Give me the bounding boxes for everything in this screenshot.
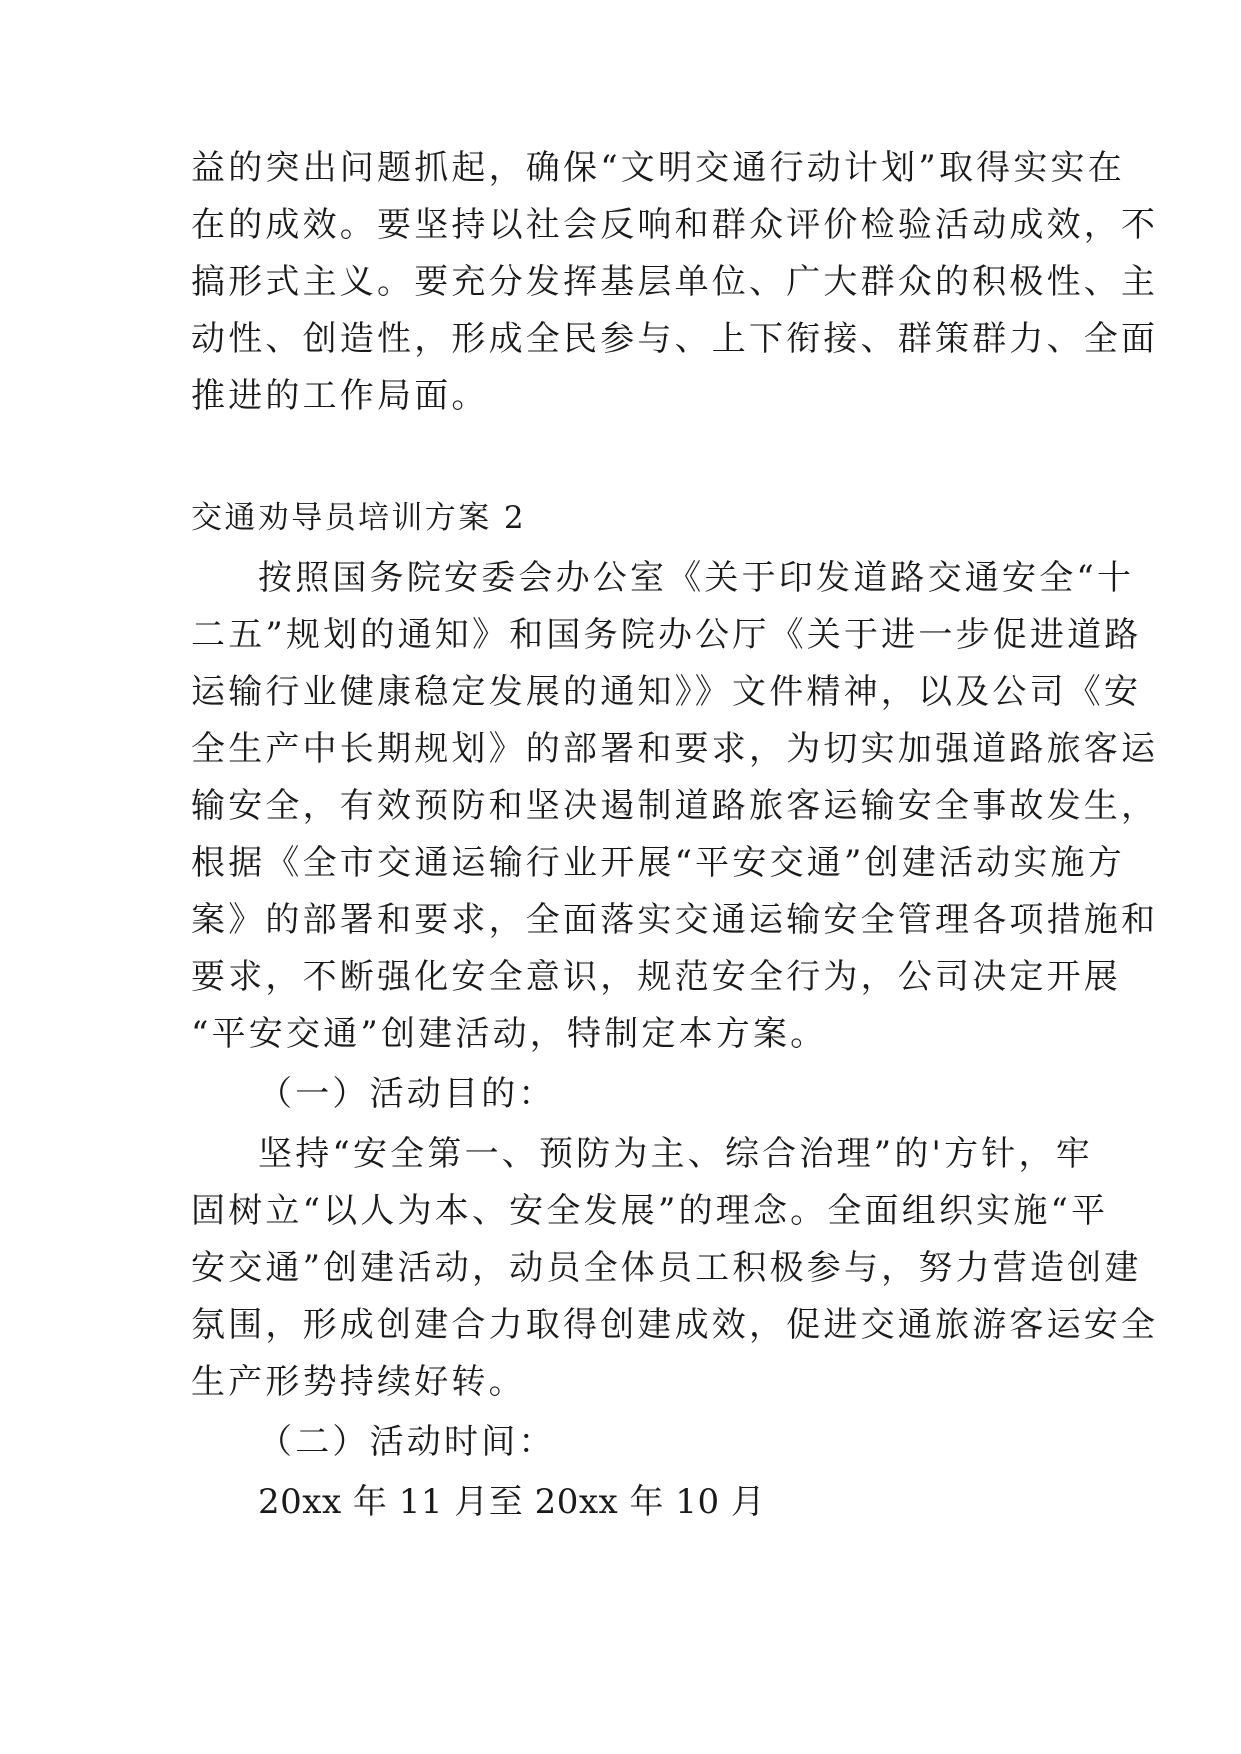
paragraph-line: 搞形式主义。要充分发挥基层单位、广大群众的积极性、主 — [191, 262, 1159, 302]
paragraph-line: 运输行业健康稳定发展的通知》》文件精神，以及公司《安 — [191, 672, 1142, 712]
section-title: 交通劝导员培训方案 2 — [191, 500, 526, 536]
paragraph-line: 案》的部署和要求，全面落实交通运输安全管理各项措施和 — [191, 900, 1159, 940]
paragraph-line: 生产形势持续好转。 — [191, 1362, 526, 1402]
paragraph-line: 安交通”创建活动，动员全体员工积极参与，努力营造创建 — [191, 1248, 1142, 1288]
paragraph-line: 益的突出问题抓起，确保“文明交通行动计划”取得实实在 — [191, 148, 1125, 188]
time-range: 20xx 年 11 月至 20xx 年 10 月 — [258, 1482, 766, 1522]
paragraph-line: 要求，不断强化安全意识，规范安全行为，公司决定开展 — [191, 957, 1121, 997]
paragraph-line: 固树立“以人为本、安全发展”的理念。全面组织实施“平 — [191, 1191, 1109, 1231]
paragraph-line: “平安交通”创建活动，特制定本方案。 — [191, 1014, 828, 1054]
paragraph-line: 推进的工作局面。 — [191, 376, 489, 416]
paragraph-line: 动性、创造性，形成全民参与、上下衔接、群策群力、全面 — [191, 319, 1159, 359]
paragraph-line: 按照国务院安委会办公室《关于印发道路交通安全“十 — [258, 558, 1135, 598]
paragraph-line: 坚持“安全第一、预防为主、综合治理”的'方针，牢 — [258, 1134, 1093, 1174]
subheading-time: （二）活动时间： — [258, 1422, 556, 1462]
paragraph-line: 根据《全市交通运输行业开展“平安交通”创建活动实施方 — [191, 843, 1125, 883]
paragraph-line: 全生产中长期规划》的部署和要求，为切实加强道路旅客运 — [191, 729, 1159, 769]
paragraph-line: 二五”规划的通知》和国务院办公厅《关于进一步促进道路 — [191, 615, 1142, 655]
paragraph-line: 在的成效。要坚持以社会反响和群众评价检验活动成效，不 — [191, 205, 1159, 245]
paragraph-line: 氛围，形成创建合力取得创建成效，促进交通旅游客运安全 — [191, 1305, 1159, 1345]
paragraph-line: 输安全，有效预防和坚决遏制道路旅客运输安全事故发生， — [191, 786, 1159, 826]
subheading-purpose: （一）活动目的： — [258, 1074, 556, 1114]
